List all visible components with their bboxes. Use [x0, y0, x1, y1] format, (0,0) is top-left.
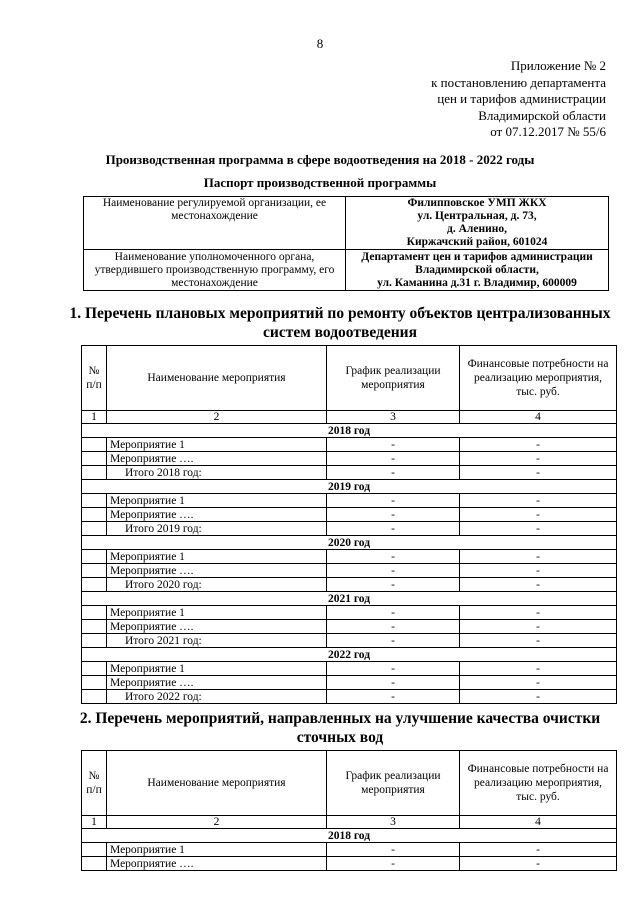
schedule-value: -	[327, 508, 460, 522]
header-row	[82, 751, 617, 816]
event-name: Мероприятие 1	[107, 843, 327, 857]
header-number: № п/п	[82, 346, 107, 411]
finance-value: -	[460, 620, 617, 634]
org-line: Филипповское УМП ЖКХ	[407, 197, 547, 209]
schedule-value: -	[327, 564, 460, 578]
finance-value: -	[460, 578, 617, 592]
event-name: Мероприятие ….	[107, 452, 327, 466]
column-number: 3	[327, 411, 460, 424]
row-number	[82, 676, 107, 690]
schedule-value: -	[327, 466, 460, 480]
header-row	[82, 346, 617, 411]
event-name: Мероприятие 1	[107, 438, 327, 452]
finance-value: -	[460, 690, 617, 704]
table-row	[82, 620, 617, 634]
schedule-value: -	[327, 634, 460, 648]
column-number-row	[82, 411, 617, 424]
authority-line: ул. Каманина д.31 г. Владимир, 600009	[377, 276, 577, 289]
finance-value: -	[460, 564, 617, 578]
total-label: Итого 2018 год:	[107, 466, 327, 480]
repair-events-table	[81, 345, 617, 704]
schedule-value: -	[327, 662, 460, 676]
finance-value: -	[460, 466, 617, 480]
column-number: 1	[82, 411, 107, 424]
schedule-value: -	[327, 606, 460, 620]
appendix-line: Владимирской области	[478, 107, 606, 123]
finance-value: -	[460, 452, 617, 466]
event-name: Мероприятие 1	[107, 662, 327, 676]
table-row	[82, 662, 617, 676]
row-number	[82, 857, 107, 871]
authority-line: Департамент цен и тарифов администрации	[361, 250, 593, 263]
row-number	[82, 494, 107, 508]
row-number	[82, 508, 107, 522]
event-name: Мероприятие ….	[107, 564, 327, 578]
schedule-value: -	[327, 452, 460, 466]
total-label: Итого 2021 год:	[107, 634, 327, 648]
page-number: 8	[316, 36, 324, 51]
event-name: Мероприятие ….	[107, 508, 327, 522]
appendix-line: цен и тарифов администрации	[437, 91, 606, 106]
column-number: 1	[82, 816, 107, 829]
appendix-line: к постановлению департамента	[431, 74, 606, 90]
year-row	[82, 648, 617, 662]
header-event-name: Наименование мероприятия	[107, 346, 327, 411]
row-number	[82, 452, 107, 466]
finance-value: -	[460, 676, 617, 690]
event-name: Мероприятие 1	[107, 606, 327, 620]
program-title: Производственная программа в сфере водоотведения на 2018 - 2022 годы	[105, 152, 535, 167]
appendix-block	[431, 58, 606, 141]
schedule-value: -	[327, 438, 460, 452]
header-schedule: График реализации мероприятия	[327, 751, 460, 816]
org-label: Наименование регулируемой организации, ее местонахождение	[84, 197, 346, 250]
passport-row-org	[84, 197, 609, 250]
event-name: Мероприятие 1	[107, 550, 327, 564]
finance-value: -	[460, 550, 617, 564]
schedule-value: -	[327, 857, 460, 871]
year-label: 2018 год	[82, 424, 617, 438]
finance-value: -	[460, 843, 617, 857]
finance-value: -	[460, 438, 617, 452]
event-name: Мероприятие ….	[107, 676, 327, 690]
row-number	[82, 620, 107, 634]
header-finance: Финансовые потребности на реализацию мероприятия, тыс. руб.	[460, 346, 617, 411]
total-row	[82, 578, 617, 592]
passport-row-authority	[84, 250, 609, 291]
authority-line: Владимирской области,	[415, 263, 539, 276]
row-number	[82, 522, 107, 536]
section1-title: 1. Перечень плановых мероприятий по ремонту объектов централизованных систем водоотведения	[69, 305, 611, 341]
schedule-value: -	[327, 690, 460, 704]
total-row	[82, 634, 617, 648]
year-row	[82, 480, 617, 494]
column-number: 2	[107, 816, 327, 829]
finance-value: -	[460, 606, 617, 620]
finance-value: -	[460, 494, 617, 508]
column-number: 3	[327, 816, 460, 829]
schedule-value: -	[327, 676, 460, 690]
row-number	[82, 564, 107, 578]
row-number	[82, 690, 107, 704]
finance-value: -	[460, 857, 617, 871]
row-number	[82, 843, 107, 857]
table-row	[82, 452, 617, 466]
org-line: Киржачский район, 601024	[406, 236, 548, 248]
year-row	[82, 536, 617, 550]
table-row	[82, 494, 617, 508]
row-number	[82, 550, 107, 564]
table-row	[82, 857, 617, 871]
year-row	[82, 592, 617, 606]
column-number: 4	[460, 411, 617, 424]
appendix-line: Приложение № 2	[510, 58, 606, 73]
finance-value: -	[460, 508, 617, 522]
header-finance: Финансовые потребности на реализацию мероприятия, тыс. руб.	[460, 751, 617, 816]
org-value	[346, 197, 609, 250]
column-number: 4	[460, 816, 617, 829]
org-line: д. Аленино,	[447, 223, 507, 235]
schedule-value: -	[327, 578, 460, 592]
total-label: Итого 2019 год:	[107, 522, 327, 536]
year-label: 2020 год	[82, 536, 617, 550]
appendix-line: от 07.12.2017 № 55/6	[490, 124, 606, 139]
schedule-value: -	[327, 522, 460, 536]
quality-events-table	[81, 750, 617, 871]
table-row	[82, 676, 617, 690]
event-name: Мероприятие 1	[107, 494, 327, 508]
year-row	[82, 424, 617, 438]
year-label: 2021 год	[82, 592, 617, 606]
row-number	[82, 466, 107, 480]
year-row	[82, 829, 617, 843]
column-number-row	[82, 816, 617, 829]
event-name: Мероприятие ….	[107, 857, 327, 871]
org-line: ул. Центральная, д. 73,	[417, 210, 537, 222]
table-row	[82, 508, 617, 522]
year-label: 2018 год	[82, 829, 617, 843]
passport-table	[83, 196, 609, 291]
total-row	[82, 466, 617, 480]
table-row	[82, 843, 617, 857]
header-number: № п/п	[82, 751, 107, 816]
total-row	[82, 690, 617, 704]
schedule-value: -	[327, 494, 460, 508]
schedule-value: -	[327, 550, 460, 564]
column-number: 2	[107, 411, 327, 424]
header-schedule: График реализации мероприятия	[327, 346, 460, 411]
authority-value	[346, 250, 609, 291]
finance-value: -	[460, 522, 617, 536]
table-row	[82, 564, 617, 578]
total-label: Итого 2020 год:	[107, 578, 327, 592]
header-event-name: Наименование мероприятия	[107, 751, 327, 816]
event-name: Мероприятие ….	[107, 620, 327, 634]
total-label: Итого 2022 год:	[107, 690, 327, 704]
row-number	[82, 662, 107, 676]
year-label: 2022 год	[82, 648, 617, 662]
total-row	[82, 522, 617, 536]
row-number	[82, 606, 107, 620]
finance-value: -	[460, 662, 617, 676]
finance-value: -	[460, 634, 617, 648]
table-row	[82, 606, 617, 620]
table-row	[82, 438, 617, 452]
schedule-value: -	[327, 843, 460, 857]
schedule-value: -	[327, 620, 460, 634]
section2-title: 2. Перечень мероприятий, направленных на улучшение качества очистки сточных вод	[79, 710, 601, 746]
passport-title: Паспорт производственной программы	[203, 175, 437, 190]
row-number	[82, 438, 107, 452]
year-label: 2019 год	[82, 480, 617, 494]
row-number	[82, 578, 107, 592]
row-number	[82, 634, 107, 648]
table-row	[82, 550, 617, 564]
authority-label: Наименование уполномоченного органа, утвердившего производственную программу, его местонахождение	[84, 250, 346, 291]
